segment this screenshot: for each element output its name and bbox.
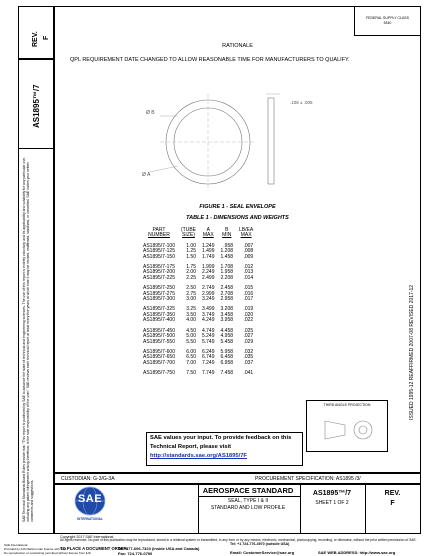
table-cell: 4.249 bbox=[201, 317, 215, 324]
sheet-number: SHEET 1 OF 2 bbox=[315, 500, 349, 506]
title-doc-number: AS1895™/7 bbox=[312, 490, 352, 497]
table-cell: 2.999 bbox=[201, 290, 215, 297]
table-cell: 2.499 bbox=[201, 274, 215, 281]
table-cell: 1.999 bbox=[201, 264, 215, 271]
table-cell: 2.708 bbox=[220, 290, 234, 297]
table-cell: .015 bbox=[243, 285, 254, 292]
table-cell: AS1895/7-550 bbox=[143, 338, 175, 345]
table-cell: AS1895/7-600 bbox=[143, 348, 175, 355]
table-cell: 7.00 bbox=[186, 359, 196, 366]
table-cell: 1.00 bbox=[186, 242, 196, 249]
table-cell: 1.458 bbox=[220, 253, 234, 260]
column-header: (TUBE bbox=[180, 227, 196, 233]
table-cell: AS1895/7-350 bbox=[143, 311, 175, 318]
table-cell: .007 bbox=[243, 242, 254, 249]
column-header: SIZE) bbox=[182, 232, 195, 239]
table-cell: .029 bbox=[243, 338, 254, 345]
table-cell: .025 bbox=[243, 327, 254, 334]
table-cell: 6.249 bbox=[201, 348, 215, 355]
table-cell: AS1895/7-500 bbox=[143, 333, 175, 340]
table-cell: 3.749 bbox=[201, 311, 215, 318]
table-cell: 1.25 bbox=[186, 248, 196, 255]
footer-left-1: SAE International bbox=[4, 543, 28, 547]
table-row bbox=[140, 371, 256, 376]
table-cell: 1.708 bbox=[220, 264, 234, 271]
table-cell: 2.958 bbox=[220, 296, 234, 303]
feedback-line-2: Technical Report, please visit bbox=[150, 444, 232, 450]
table-cell: .020 bbox=[243, 311, 254, 318]
table-cell: AS1895/7-750 bbox=[143, 370, 175, 377]
footer-left-3: No reproduction or networking permitted without license from IHS bbox=[4, 551, 91, 555]
standard-type: AEROSPACE STANDARD bbox=[202, 486, 294, 495]
table-cell: AS1895/7-650 bbox=[143, 354, 175, 361]
title-line-1: SEAL, TYPE I & II bbox=[227, 498, 269, 504]
order-heading: TO PLACE A DOCUMENT ORDER: bbox=[60, 546, 129, 551]
table-cell: .037 bbox=[243, 359, 254, 366]
table-title: TABLE 1 - DIMENSIONS AND WEIGHTS bbox=[186, 215, 289, 221]
table-cell: 6.50 bbox=[186, 354, 196, 361]
table-row bbox=[140, 276, 256, 281]
table-cell: .032 bbox=[243, 348, 254, 355]
table-cell: .019 bbox=[243, 306, 254, 313]
table-cell: 1.958 bbox=[220, 269, 234, 276]
table-cell: AS1895/7-275 bbox=[143, 290, 175, 297]
table-cell: 4.749 bbox=[201, 327, 215, 334]
table-cell: 6.458 bbox=[220, 354, 234, 361]
seal-envelope-figure bbox=[130, 80, 330, 200]
footer-rights: All rights reserved. No part of this publication may be reproduced, stored in a retrieval system or transmitted, in any form or by any means, electronic, mechanical, photocopying, recording, or otherwise, without the prior written permission of SAE. bbox=[60, 538, 417, 542]
table-cell: 6.00 bbox=[186, 348, 196, 355]
table-cell: AS1895/7-200 bbox=[143, 269, 175, 276]
fsc-box bbox=[354, 6, 421, 36]
table-cell: 3.00 bbox=[186, 296, 196, 303]
table-cell: 1.499 bbox=[201, 248, 215, 255]
table-cell: AS1895/7-100 bbox=[143, 242, 175, 249]
table-row bbox=[140, 255, 256, 260]
column-header: PART bbox=[152, 227, 166, 233]
sae-logo bbox=[74, 486, 106, 524]
table-cell: 2.249 bbox=[201, 269, 215, 276]
table-cell: 5.749 bbox=[201, 338, 215, 345]
table-cell: .008 bbox=[243, 248, 254, 255]
table-cell: 2.75 bbox=[186, 290, 196, 297]
rev-label: REV. bbox=[32, 31, 39, 47]
table-row bbox=[140, 361, 256, 366]
table-cell: 6.749 bbox=[201, 354, 215, 361]
footer-left-2: Provided by IHS Markit under license with SAE bbox=[4, 547, 67, 551]
dimensions-table bbox=[140, 228, 256, 377]
column-header: MAX bbox=[240, 232, 252, 239]
order-email: Email: CustomerService@sae.org bbox=[230, 550, 295, 555]
title-divider bbox=[198, 496, 300, 497]
rev-value: F bbox=[43, 35, 50, 40]
table-cell: 1.749 bbox=[201, 253, 215, 260]
column-header: A bbox=[206, 227, 210, 233]
custodian-row bbox=[54, 473, 421, 484]
table-cell: AS1895/7-125 bbox=[143, 248, 175, 255]
table-cell: AS1895/7-300 bbox=[143, 296, 175, 303]
table-cell: 7.50 bbox=[186, 370, 196, 377]
table-cell: .016 bbox=[243, 290, 254, 297]
table-cell: .012 bbox=[243, 264, 254, 271]
table-cell: AS1895/7-250 bbox=[143, 285, 175, 292]
table-cell: 2.00 bbox=[186, 269, 196, 276]
table-cell: 7.458 bbox=[220, 370, 234, 377]
table-cell: AS1895/7-325 bbox=[143, 306, 175, 313]
dimensions-table-wrap bbox=[140, 228, 256, 377]
table-cell: 7.249 bbox=[201, 359, 215, 366]
table-cell: .041 bbox=[243, 370, 254, 377]
table-cell: 1.75 bbox=[186, 264, 196, 271]
order-tel: Tel: 877-606-7323 (inside USA and Canada) bbox=[118, 546, 200, 551]
table-cell: 3.499 bbox=[201, 306, 215, 313]
feedback-box bbox=[146, 432, 303, 466]
table-row bbox=[140, 297, 256, 302]
table-cell: 5.249 bbox=[201, 333, 215, 340]
inner-diameter-label: Ø A bbox=[142, 172, 151, 178]
table-cell: .014 bbox=[243, 274, 254, 281]
title-line-2: STANDARD AND LOW PROFILE bbox=[210, 505, 286, 511]
table-cell: 2.458 bbox=[220, 285, 234, 292]
title-rev-value: F bbox=[390, 500, 395, 507]
thickness-label: .108 ± .005 bbox=[290, 100, 313, 105]
column-header: NUMBER bbox=[148, 232, 170, 239]
policy-text: SAE Technical Standards Board Rules provide that: "This report is published by SAE to advance the state of technical and engineering sciences. The use of this report is entirely voluntary, and its applicability and suitability for any particular use, including any patent infringement arising therefrom, is the sole responsibility of the user." SAE reviews each technical report at least every five years at which time it may be revised, reaffirmed, stabilized, or cancelled. SAE invites your written comments and suggestions. bbox=[22, 157, 35, 522]
table-cell: 5.50 bbox=[186, 338, 196, 345]
outer-diameter-label: Ø B bbox=[146, 110, 155, 116]
projection-symbol-icon bbox=[321, 415, 375, 445]
fsc-label: FEDERAL SUPPLY CLASS bbox=[366, 16, 409, 20]
table-cell: 3.958 bbox=[220, 317, 234, 324]
table-cell: 6.958 bbox=[220, 359, 234, 366]
table-cell: 1.249 bbox=[201, 242, 215, 249]
third-angle-label: THIRD ANGLE PROJECTION bbox=[323, 403, 371, 407]
table-cell: 4.50 bbox=[186, 327, 196, 334]
custodian-text: CUSTODIAN: G-3/G-3A bbox=[61, 476, 115, 482]
table-cell: .022 bbox=[243, 317, 254, 324]
table-cell: 3.249 bbox=[201, 296, 215, 303]
table-cell: AS1895/7-175 bbox=[143, 264, 175, 271]
rev-cell bbox=[18, 6, 54, 59]
table-cell: .958 bbox=[223, 242, 234, 249]
table-header-row bbox=[140, 233, 256, 238]
policy-text-vertical bbox=[22, 152, 34, 522]
table-cell: AS1895/7-400 bbox=[143, 317, 175, 324]
table-cell: 3.25 bbox=[186, 306, 196, 313]
column-header: LB/EA bbox=[239, 227, 254, 233]
table-cell: .035 bbox=[243, 354, 254, 361]
table-cell: AS1895/7-150 bbox=[143, 253, 175, 260]
issued-revised-line: ISSUED 1995-12 REAFFIRMED 2007-08 REVISED 2017-12 bbox=[409, 284, 415, 420]
order-tel-2: Tel: +1 724-776-4970 (outside USA) bbox=[230, 542, 290, 546]
table-cell: 3.50 bbox=[186, 311, 196, 318]
table-cell: .017 bbox=[243, 296, 254, 303]
footer-copyright: Copyright 2017 SAE International bbox=[60, 535, 114, 539]
table-cell: AS1895/7-225 bbox=[143, 274, 175, 281]
table-cell: 1.208 bbox=[220, 248, 234, 255]
third-angle-box bbox=[306, 400, 388, 452]
table-cell: 7.749 bbox=[201, 370, 215, 377]
table-cell: 3.208 bbox=[220, 306, 234, 313]
column-header: MIN bbox=[222, 232, 232, 239]
rationale-text: QPL REQUIREMENT DATE CHANGED TO ALLOW REASONABLE TIME FOR MANUFACTURERS TO QUALIFY. bbox=[70, 57, 350, 63]
doc-number-cell bbox=[18, 59, 54, 149]
table-cell: AS1895/7-700 bbox=[143, 359, 175, 366]
table-cell: 5.958 bbox=[220, 348, 234, 355]
table-cell: 2.749 bbox=[201, 285, 215, 292]
sae-logo-text: SAE bbox=[77, 493, 103, 505]
table-cell: 2.50 bbox=[186, 285, 196, 292]
table-cell: 4.958 bbox=[220, 333, 234, 340]
table-cell: 3.458 bbox=[220, 311, 234, 318]
title-rev-label: REV. bbox=[384, 490, 401, 497]
feedback-line-1: SAE values your input. To provide feedback on this bbox=[150, 435, 292, 441]
figure-caption: FIGURE 1 - SEAL ENVELOPE bbox=[199, 204, 276, 210]
feedback-link[interactable]: http://standards.sae.org/AS1895/7F bbox=[150, 453, 247, 459]
order-fax: Fax: 724-776-0790 bbox=[118, 551, 153, 556]
sae-logo-subtext: INTERNATIONAL bbox=[77, 517, 103, 521]
table-cell: AS1895/7-450 bbox=[143, 327, 175, 334]
table-cell: 1.50 bbox=[186, 253, 196, 260]
rationale-heading: RATIONALE bbox=[222, 43, 253, 49]
table-cell: 5.458 bbox=[220, 338, 234, 345]
column-header: B bbox=[225, 227, 229, 233]
table-cell: .013 bbox=[243, 269, 254, 276]
table-cell: 4.00 bbox=[186, 317, 196, 324]
table-cell: 5.00 bbox=[186, 333, 196, 340]
table-cell: 4.458 bbox=[220, 327, 234, 334]
procurement-text: PROCUREMENT SPECIFICATION: AS1895 /3/ bbox=[255, 476, 361, 482]
table-row bbox=[140, 340, 256, 345]
sae-web-address: SAE WEB ADDRESS: http://www.sae.org bbox=[318, 550, 396, 555]
doc-number-vertical: AS1895™/7 bbox=[32, 84, 41, 128]
column-header: MAX bbox=[202, 232, 214, 239]
table-cell: 2.25 bbox=[186, 274, 196, 281]
fsc-number: 5340 bbox=[383, 21, 392, 25]
table-row bbox=[140, 318, 256, 323]
table-cell: .009 bbox=[243, 253, 254, 260]
table-cell: .027 bbox=[243, 333, 254, 340]
table-cell: 2.208 bbox=[220, 274, 234, 281]
